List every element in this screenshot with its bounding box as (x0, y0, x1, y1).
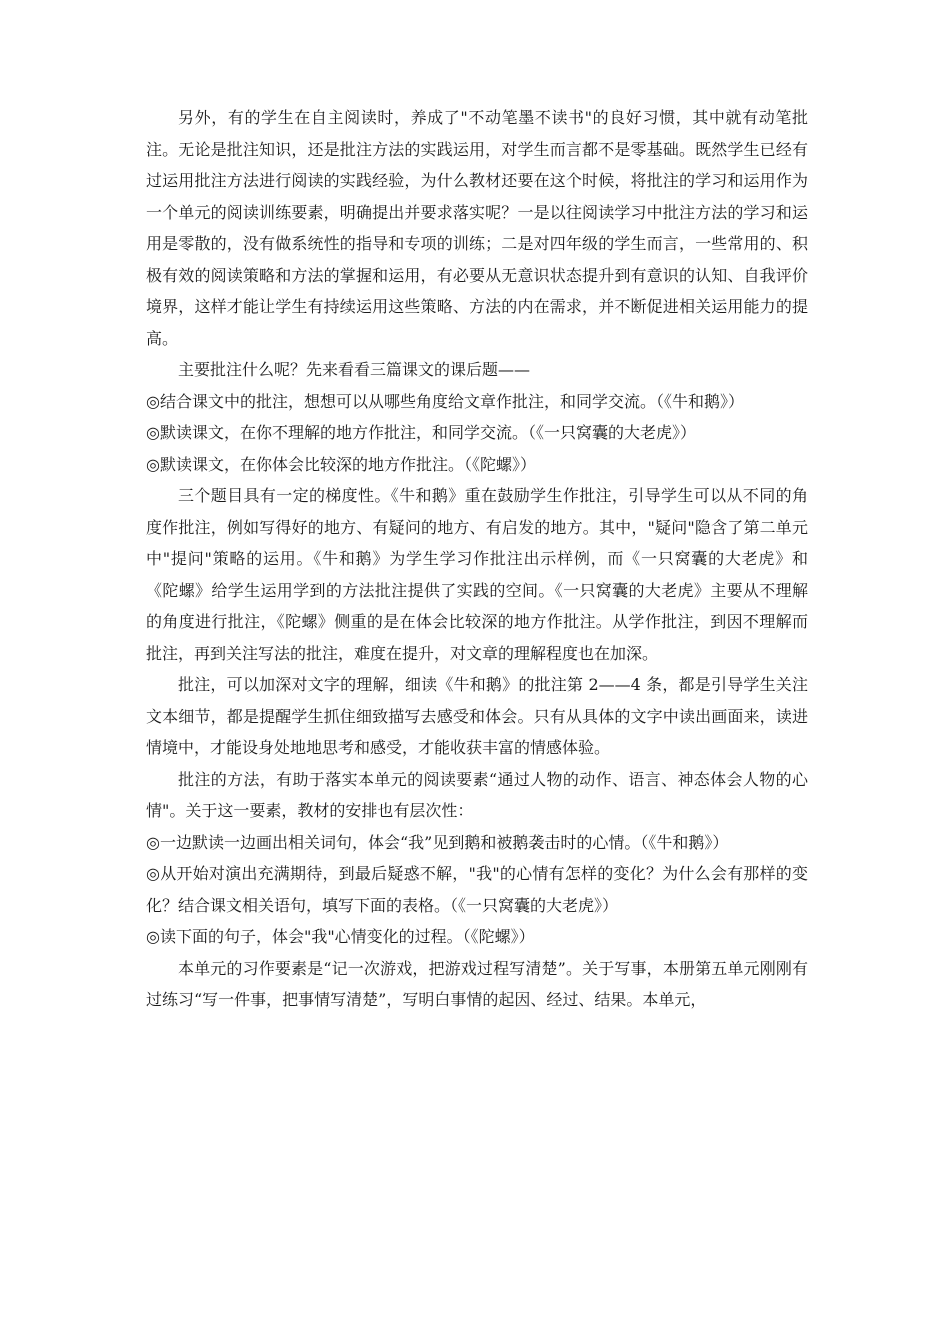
paragraph: 批注的方法，有助于落实本单元的阅读要素“通过人物的动作、语言、神态体会人物的心情"。关于这一要素，教材的安排也有层次性： (146, 769, 808, 820)
paragraph: 另外，有的学生在自主阅读时，养成了"不动笔墨不读书"的良好习惯，其中就有动笔批注。无论是批注知识，还是批注方法的实践运用，对学生而言都不是零基础。既然学生已经有过运用批注方法进行阅读的实践经验，为什么教材还要在这个时候，将批注的学习和运用作为一个单元的阅读训练要素，明确提出并要求落实呢？一是以往阅读学习中批注方法的学习和运用是零散的，没有做系统性的指导和专项的训练；二是对四年级的学生而言，一些常用的、积极有效的阅读策略和方法的掌握和运用，有必要从无意识状态提升到有意识的认知、自我评价境界，这样才能让学生有持续运用这些策略、方法的内在需求，并不断促进相关运用能力的提高。 (146, 108, 808, 348)
list-item: ◎读下面的句子，体会"我"心情变化的过程。（《陀螺》） (146, 927, 535, 946)
list-item: ◎结合课文中的批注，想想可以从哪些角度给文章作批注，和同学交流。（《牛和鹅》） (146, 391, 744, 411)
paragraph: 本单元的习作要素是“记一次游戏，把游戏过程写清楚”。关于写事，本册第五单元刚刚有过练习“写一件事，把事情写清楚”，写明白事情的起因、经过、结果。本单元， (146, 958, 808, 1009)
paragraph: 批注，可以加深对文字的理解，细读《牛和鹅》的批注第 2——4 条，都是引导学生关注文本细节，都是提醒学生抓住细致描写去感受和体会。只有从具体的文字中读出画面来，读进情境中，才能设身处地地思考和感受，才能收获丰富的情感体验。 (146, 675, 808, 757)
list-item: ◎默读课文，在你不理解的地方作批注，和同学交流。（《一只窝囊的大老虎》） (146, 423, 696, 442)
list-item: ◎一边默读一边画出相关词句，体会“我”见到鹅和被鹅袭击时的心情。（《牛和鹅》） (146, 832, 729, 852)
paragraph: 三个题目具有一定的梯度性。《牛和鹅》重在鼓励学生作批注，引导学生可以从不同的角度作批注，例如写得好的地方、有疑问的地方、有启发的地方。其中，"疑问"隐含了第二单元中"提问"策略的运用。《牛和鹅》为学生学习作批注出示样例，而《一只窝囊的大老虎》和《陀螺》给学生运用学到的方法批注提供了实践的空间。《一只窝囊的大老虎》主要从不理解的角度进行批注，《陀螺》侧重的是在体会比较深的地方作批注。从学作批注，到因不理解而批注，再到关注写法的批注，难度在提升，对文章的理解程度也在加深。 (146, 486, 808, 663)
list-item: ◎默读课文，在你体会比较深的地方作批注。（《陀螺》） (146, 454, 536, 474)
document-body (146, 102, 808, 1016)
list-item: ◎从开始对演出充满期待，到最后疑惑不解，"我"的心情有怎样的变化？为什么会有那样的变化？结合课文相关语句，填写下面的表格。（《一只窝囊的大老虎》） (146, 864, 808, 915)
paragraph: 主要批注什么呢？先来看看三篇课文的课后题—— (178, 360, 531, 379)
